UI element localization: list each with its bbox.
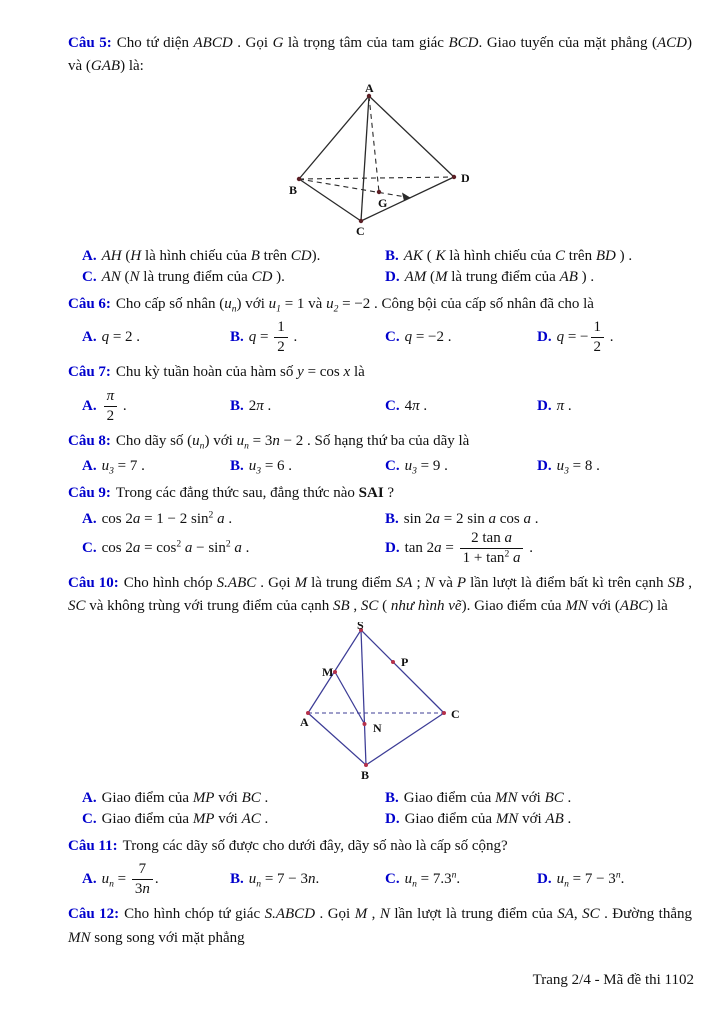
pyramid-svg xyxy=(298,622,470,782)
dashed-edges xyxy=(299,96,454,197)
vertex-label-m: M xyxy=(322,664,334,679)
question-11 xyxy=(68,835,692,899)
vertex-label-a: A xyxy=(365,81,374,95)
question-7-body: Chu kỳ tuần hoàn của hàm số y = cos x là xyxy=(115,364,365,381)
question-12-text xyxy=(68,903,692,950)
question-5 xyxy=(68,32,692,288)
question-10-body: Cho hình chóp S.ABC . Gọi M là trung điểm SA ; N và P lần lượt là điểm bất kì trên cạnh SB , SC và không trùng với trung điểm của cạnh SB , SC ( như hình vẽ). Giao điểm của MN với (ABC) là xyxy=(68,575,693,615)
vertex-label-b: B xyxy=(289,182,298,197)
question-7-options xyxy=(68,388,692,426)
vertex-label-a: A xyxy=(300,714,309,729)
option-6a: A. q = 2 . xyxy=(82,329,141,345)
question-8-label: Câu 8: xyxy=(68,433,111,449)
solid-edges xyxy=(308,630,444,765)
question-9-options xyxy=(68,509,692,568)
option-10a: A. Giao điểm của MP với BC . xyxy=(82,789,269,806)
question-6 xyxy=(68,293,692,357)
option-9b: B. sin 2a = 2 sin a cos a . xyxy=(385,510,539,527)
question-8 xyxy=(68,430,692,477)
question-6-text xyxy=(68,293,692,316)
question-11-options xyxy=(68,861,692,899)
question-7-label: Câu 7: xyxy=(68,364,111,381)
question-11-text xyxy=(68,835,692,858)
option-11a: A. $u_n$ = $\frac{7}{3n}$ . xyxy=(82,860,159,897)
option-6b: B. q = $\frac{1}{2}$ . xyxy=(230,318,298,355)
question-5-label: Câu 5: xyxy=(68,35,112,51)
question-10-options xyxy=(68,788,692,830)
tetrahedron-svg xyxy=(284,82,480,240)
option-10d: D. Giao điểm của MN với AB . xyxy=(385,810,572,827)
option-5b: B. AK ( K là hình chiếu của C trên BD ) . xyxy=(385,247,633,264)
page-footer: Trang 2/4 - Mã đề thi 1102 xyxy=(532,972,694,988)
question-9 xyxy=(68,482,692,567)
option-8d: D. $u_3 = 8$ . xyxy=(537,458,600,477)
option-8c: C. $u_3 = 9$ . xyxy=(385,458,448,477)
question-9-text xyxy=(68,482,692,505)
option-8a: A. $u_3 = 7$ . xyxy=(82,458,145,477)
question-8-body: Cho dãy số $(u_n)$ với $u_n = 3n - 2$ . Số hạng thứ ba của dãy là xyxy=(115,433,470,452)
question-6-body: Cho cấp số nhân $(u_n)$ với $u_1 = 1$ và $u_2 = -2$ . Công bội của cấp số nhân đã cho là xyxy=(115,295,594,314)
question-9-label: Câu 9: xyxy=(68,485,111,502)
question-5-options xyxy=(68,246,692,288)
option-7d: D. π . xyxy=(537,397,572,414)
option-7b: B. 2π . xyxy=(230,397,272,414)
question-8-options xyxy=(68,456,692,477)
question-5-text xyxy=(68,32,692,79)
option-11c: C. $u_n = 7.3^n$. xyxy=(385,869,461,890)
vertex-label-c: C xyxy=(356,223,365,238)
question-12-label: Câu 12: xyxy=(68,906,120,923)
solid-edges xyxy=(299,96,454,221)
question-10-text xyxy=(68,572,692,619)
option-7a: A. $\frac{\pi}{2}$ . xyxy=(82,387,127,424)
option-10b: B. Giao điểm của MN với BC . xyxy=(385,789,572,806)
option-9d: D. tan 2a = $\frac{\text{2 tan a}}{1 + \tan^2 a}$ . xyxy=(385,529,533,566)
option-8b: B. $u_3 = 6$ . xyxy=(230,458,293,477)
question-7 xyxy=(68,361,692,425)
tetrahedron-figure xyxy=(284,82,692,240)
question-11-label: Câu 11: xyxy=(68,837,118,854)
option-6d: D. q = − $\frac{1}{2}$ . xyxy=(537,318,614,355)
pyramid-figure xyxy=(298,622,692,782)
question-10 xyxy=(68,572,692,830)
question-6-options xyxy=(68,319,692,357)
option-5c: C. AN (N là trung điểm của CD ). xyxy=(82,268,285,285)
vertex-label-d: D xyxy=(461,170,470,185)
vertex-label-g: G xyxy=(378,195,388,210)
vertex-label-p: P xyxy=(401,654,409,669)
question-6-label: Câu 6: xyxy=(68,295,111,312)
question-10-label: Câu 10: xyxy=(68,575,119,591)
vertex-label-s: S xyxy=(357,621,364,632)
vertex-label-b: B xyxy=(361,767,370,782)
question-7-text xyxy=(68,361,692,384)
option-7c: C. 4π . xyxy=(385,397,428,414)
option-11b: B. $u_n = 7 - 3n$. xyxy=(230,871,320,890)
arrowhead xyxy=(402,192,411,201)
question-5-body: Cho tứ diện ABCD . Gọi G là trọng tâm của tam giác BCD. Giao tuyến của mặt phẳng (ACD) và (GAB) là: xyxy=(68,35,692,75)
vertex-dots xyxy=(306,628,446,767)
option-5a: A. AH (H là hình chiếu của B trên CD). xyxy=(82,247,321,264)
option-9c: C. $\cos 2a = \cos^2 a - \sin^2 a$ . xyxy=(82,538,250,556)
question-12 xyxy=(68,903,692,950)
question-9-body: Trong các đẳng thức sau, đẳng thức nào SAI ? xyxy=(115,485,395,502)
question-12-body: Cho hình chóp tứ giác S.ABCD . Gọi M , N lần lượt là trung điểm của SA, SC . Đường thẳng MN song song với mặt phẳng xyxy=(68,906,692,946)
vertex-dots xyxy=(297,93,456,222)
option-5d: D. AM (M là trung điểm của AB ) . xyxy=(385,268,595,285)
question-8-text xyxy=(68,430,692,453)
option-10c: C. Giao điểm của MP với AC . xyxy=(82,810,269,827)
vertex-label-n: N xyxy=(373,720,382,735)
question-11-body: Trong các dãy số được cho dưới đây, dãy số nào là cấp số cộng? xyxy=(122,837,508,854)
option-9a: A. cos 2a = 1 − 2 $\sin^2 a$ . xyxy=(82,509,233,527)
option-6c: C. q = −2 . xyxy=(385,329,452,345)
vertex-label-c: C xyxy=(451,706,460,721)
option-11d: D. $u_n = 7 - 3^n$. xyxy=(537,869,625,890)
